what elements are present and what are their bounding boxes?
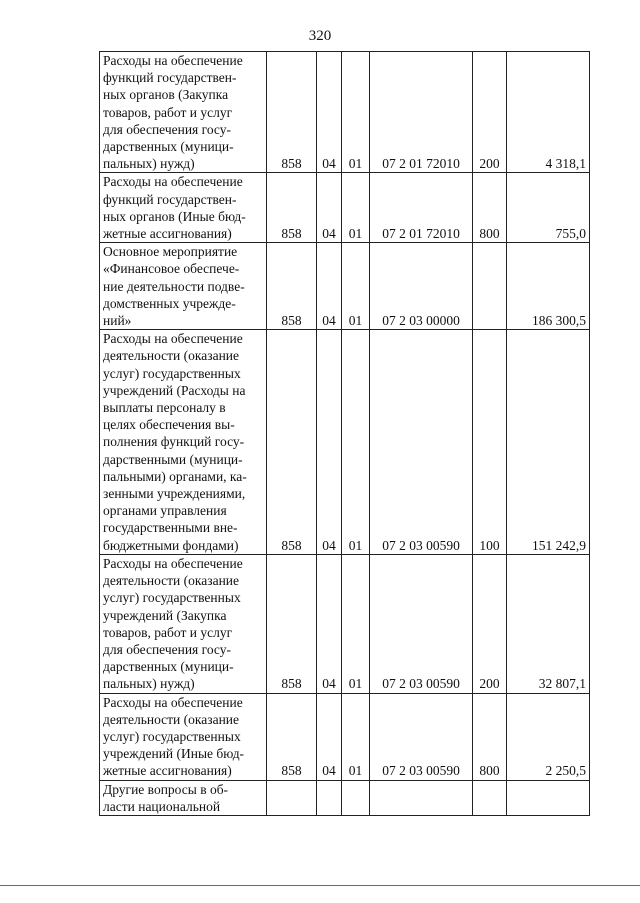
amount-cell — [507, 554, 590, 693]
budget-table — [99, 51, 590, 816]
ministry-code-cell — [267, 330, 317, 555]
target-article-text: 07 2 03 00590 — [382, 763, 460, 779]
amount-cell — [507, 693, 590, 780]
expense-name-text: Расходы на обеспечение деятельности (оказание услуг) государственных учреждений (Закупка товаров, работ и услуг для обеспечения госу- дарственных (муници- пальных) нужд) — [103, 555, 243, 692]
table-row — [100, 52, 590, 173]
ministry-code-text: 858 — [281, 226, 302, 242]
budget-table-body — [100, 52, 590, 816]
section-code-cell — [317, 554, 342, 693]
expense-type-cell — [473, 243, 507, 330]
table-row — [100, 693, 590, 780]
target-article-text: 07 2 03 00590 — [382, 676, 460, 692]
amount-cell — [507, 52, 590, 173]
ministry-code-text: 858 — [281, 313, 302, 329]
ministry-code-text: 858 — [281, 763, 302, 779]
target-article-cell — [370, 330, 473, 555]
target-article-text: 07 2 03 00000 — [382, 313, 460, 329]
expense-name-cell — [100, 554, 267, 693]
section-code-cell — [317, 330, 342, 555]
expense-name-text: Основное мероприятие «Финансовое обеспече- ние деятельности подве- домственных учрежде- ний» — [103, 244, 245, 329]
expense-type-cell — [473, 780, 507, 815]
expense-type-text: 100 — [479, 537, 500, 553]
subsection-code-text: 01 — [348, 313, 363, 329]
target-article-text: 07 2 01 72010 — [382, 156, 460, 172]
subsection-code-cell — [342, 330, 370, 555]
expense-name-text: Расходы на обеспечение деятельности (оказание услуг) государственных учреждений (Иные бюд- жетные ассигнования) — [103, 694, 245, 779]
subsection-code-cell — [342, 173, 370, 243]
section-code-cell — [317, 52, 342, 173]
table-row — [100, 330, 590, 555]
amount-cell — [507, 173, 590, 243]
target-article-cell — [370, 52, 473, 173]
expense-type-cell — [473, 330, 507, 555]
section-code-cell — [317, 693, 342, 780]
section-code-text: 04 — [322, 226, 336, 242]
subsection-code-text: 01 — [348, 676, 363, 692]
subsection-code-text: 01 — [348, 156, 363, 172]
section-code-cell — [317, 173, 342, 243]
amount-text: 2 250,5 — [545, 763, 586, 779]
expense-name-cell — [100, 693, 267, 780]
amount-cell — [507, 780, 590, 815]
amount-text: 755,0 — [555, 226, 586, 242]
amount-cell — [507, 330, 590, 555]
ministry-code-text: 858 — [281, 156, 302, 172]
target-article-cell — [370, 554, 473, 693]
target-article-text: 07 2 03 00590 — [382, 537, 460, 553]
target-article-cell — [370, 693, 473, 780]
expense-name-cell — [100, 780, 267, 815]
subsection-code-cell — [342, 243, 370, 330]
amount-cell — [507, 243, 590, 330]
expense-type-text: 800 — [479, 763, 500, 779]
ministry-code-cell — [267, 693, 317, 780]
expense-name-cell — [100, 173, 267, 243]
section-code-text: 04 — [322, 676, 336, 692]
ministry-code-cell — [267, 554, 317, 693]
page-number: 320 — [308, 28, 332, 44]
section-code-cell — [317, 780, 342, 815]
table-row — [100, 780, 590, 815]
amount-text: 32 807,1 — [538, 676, 586, 692]
subsection-code-text: 01 — [348, 763, 363, 779]
ministry-code-cell — [267, 173, 317, 243]
ministry-code-text: 858 — [281, 676, 302, 692]
expense-type-cell — [473, 52, 507, 173]
expense-name-text: Расходы на обеспечение функций государствен- ных органов (Закупка товаров, работ и услуг для обеспечения госу- дарственных (муници- пальных) нужд) — [103, 53, 243, 172]
section-code-text: 04 — [322, 763, 336, 779]
expense-name-cell — [100, 330, 267, 555]
expense-type-cell — [473, 554, 507, 693]
target-article-cell — [370, 173, 473, 243]
table-row — [100, 243, 590, 330]
ministry-code-cell — [267, 52, 317, 173]
expense-name-text: Расходы на обеспечение функций государствен- ных органов (Иные бюд- жетные ассигнования) — [103, 174, 246, 242]
expense-type-text: 200 — [479, 156, 500, 172]
expense-name-cell — [100, 52, 267, 173]
section-code-cell — [317, 243, 342, 330]
expense-name-text: Расходы на обеспечение деятельности (оказание услуг) государственных учреждений (Расходы на выплаты персоналу в целях обеспечения вы- полнения функций госу- дарственными (муници- пальными) органами, ка- зенными учреждениями, органами управления государственными вне- бюджетными фондами) — [103, 331, 247, 553]
expense-type-cell — [473, 173, 507, 243]
ministry-code-text: 858 — [281, 537, 302, 553]
expense-name-text: Другие вопросы в об- ласти национальной — [103, 781, 229, 814]
expense-type-text: 200 — [479, 676, 500, 692]
bottom-rule — [0, 885, 640, 886]
expense-type-cell — [473, 693, 507, 780]
subsection-code-text: 01 — [348, 537, 363, 553]
target-article-cell — [370, 243, 473, 330]
amount-text: 4 318,1 — [545, 156, 586, 172]
expense-type-text: 800 — [479, 226, 500, 242]
target-article-cell — [370, 780, 473, 815]
subsection-code-cell — [342, 780, 370, 815]
amount-text: 186 300,5 — [532, 313, 586, 329]
subsection-code-cell — [342, 52, 370, 173]
subsection-code-text: 01 — [348, 226, 363, 242]
amount-text: 151 242,9 — [532, 537, 586, 553]
section-code-text: 04 — [322, 537, 336, 553]
subsection-code-cell — [342, 693, 370, 780]
expense-name-cell — [100, 243, 267, 330]
target-article-text: 07 2 01 72010 — [382, 226, 460, 242]
table-row — [100, 554, 590, 693]
ministry-code-cell — [267, 780, 317, 815]
section-code-text: 04 — [322, 313, 336, 329]
table-row — [100, 173, 590, 243]
ministry-code-cell — [267, 243, 317, 330]
subsection-code-cell — [342, 554, 370, 693]
section-code-text: 04 — [322, 156, 336, 172]
